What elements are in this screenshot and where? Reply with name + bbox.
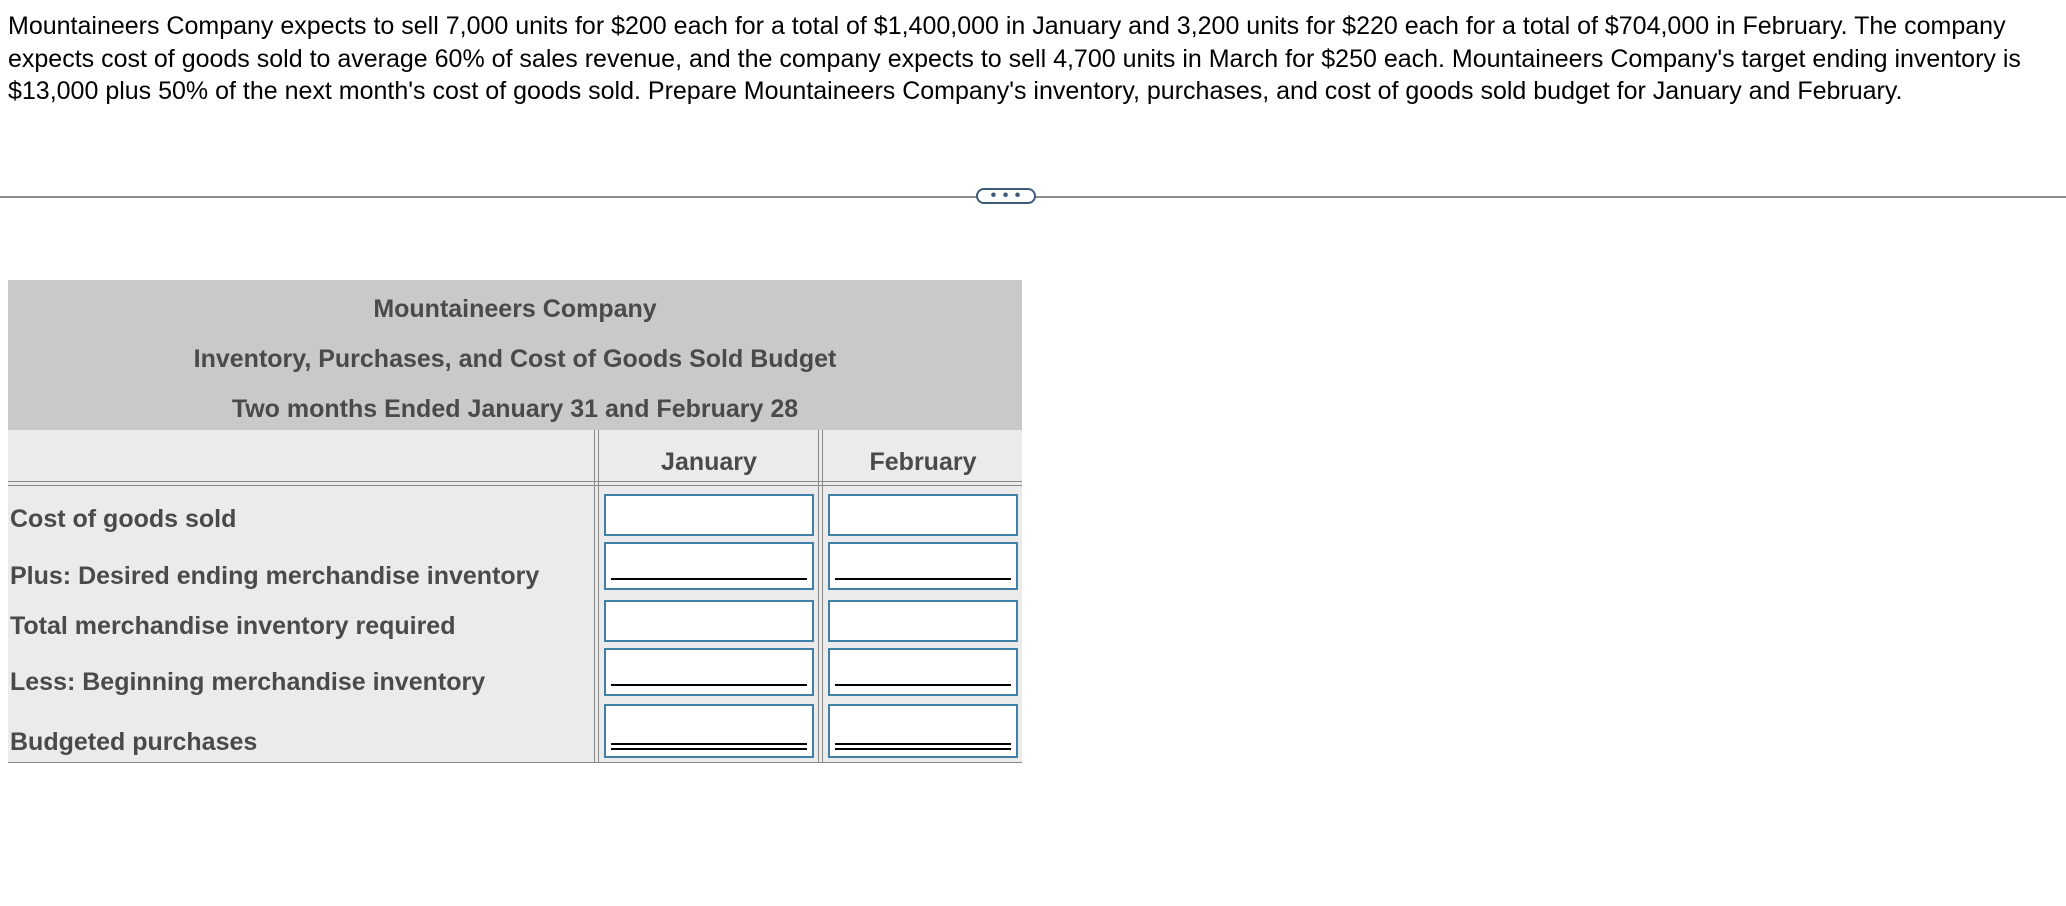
- company-name: Mountaineers Company: [373, 295, 657, 323]
- expand-more-button[interactable]: • • •: [976, 188, 1036, 204]
- single-underline: [611, 684, 807, 686]
- double-underline: [835, 748, 1011, 750]
- row-label-total-inventory-required: Total merchandise inventory required: [10, 612, 456, 640]
- budget-header: [8, 280, 1022, 430]
- january-budgeted-purchases-input[interactable]: [609, 709, 809, 753]
- february-budgeted-purchases-cell: [828, 704, 1018, 758]
- column-header-january: January: [661, 448, 757, 476]
- header-rule: [8, 485, 1022, 486]
- february-total-inventory-required-cell: [828, 600, 1018, 642]
- budget-table: [8, 280, 1022, 763]
- february-cost-of-goods-sold-input[interactable]: [833, 499, 1013, 531]
- single-underline: [611, 578, 807, 580]
- january-total-inventory-required-cell: [604, 600, 814, 642]
- row-label-budgeted-purchases: Budgeted purchases: [10, 728, 258, 756]
- february-budgeted-purchases-input[interactable]: [833, 709, 1013, 753]
- column-divider: [598, 430, 599, 763]
- january-total-inventory-required-input[interactable]: [609, 605, 809, 637]
- row-label-beginning-inventory: Less: Beginning merchandise inventory: [10, 668, 486, 696]
- double-underline: [835, 743, 1011, 745]
- bottom-rule: [8, 762, 1022, 763]
- january-cost-of-goods-sold-input[interactable]: [609, 499, 809, 531]
- february-desired-ending-inventory-cell: [828, 542, 1018, 590]
- problem-statement: Mountaineers Company expects to sell 7,000 units for $200 each for a total of $1,400,000 in January and 3,200 units for $220 each for a total of $704,000 in February. The company expects cost of goods sold to average 60% of sales revenue, and the company expects to sell 4,700 units in March for $250 each. Mountaineers Company's target ending inventory is $13,000 plus 50% of the next month's cost of goods sold. Prepare Mountaineers Company's inventory, purchases, and cost of goods sold budget for January and February.: [8, 12, 2021, 105]
- january-beginning-inventory-cell: [604, 648, 814, 696]
- january-budgeted-purchases-cell: [604, 704, 814, 758]
- row-label-cost-of-goods-sold: Cost of goods sold: [10, 505, 237, 533]
- single-underline: [835, 578, 1011, 580]
- header-rule: [8, 481, 1022, 482]
- february-total-inventory-required-input[interactable]: [833, 605, 1013, 637]
- column-divider: [594, 430, 595, 763]
- column-header-february: February: [869, 448, 977, 476]
- column-divider: [822, 430, 823, 763]
- budget-period: Two months Ended January 31 and February 28: [231, 395, 799, 423]
- row-label-desired-ending-inventory: Plus: Desired ending merchandise inventory: [10, 562, 540, 590]
- january-desired-ending-inventory-cell: [604, 542, 814, 590]
- february-beginning-inventory-cell: [828, 648, 1018, 696]
- double-underline: [611, 748, 807, 750]
- column-divider: [818, 430, 819, 763]
- budget-title: Inventory, Purchases, and Cost of Goods Sold Budget: [193, 345, 837, 373]
- double-underline: [611, 743, 807, 745]
- single-underline: [835, 684, 1011, 686]
- february-cost-of-goods-sold-cell: [828, 494, 1018, 536]
- january-cost-of-goods-sold-cell: [604, 494, 814, 536]
